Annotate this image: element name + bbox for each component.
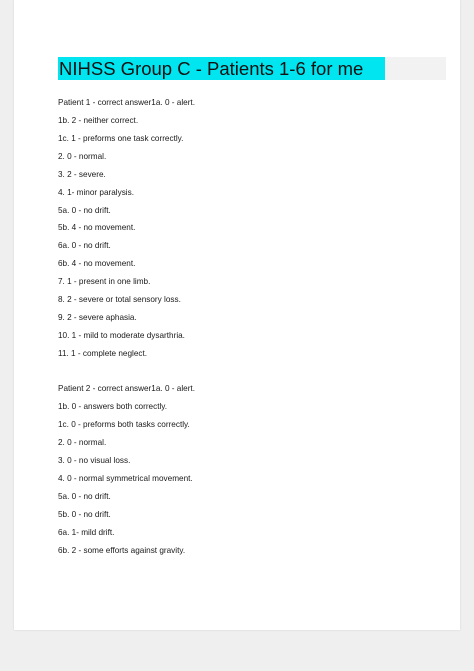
list-item: 2. 0 - normal. (58, 438, 107, 447)
list-item: 6b. 4 - no movement. (58, 259, 136, 268)
list-item: 5b. 0 - no drift. (58, 510, 111, 519)
list-item: 4. 0 - normal symmetrical movement. (58, 474, 193, 483)
list-item: 1c. 1 - preforms one task correctly. (58, 134, 184, 143)
list-item: 6a. 0 - no drift. (58, 241, 111, 250)
list-item: 11. 1 - complete neglect. (58, 349, 148, 358)
list-item: 6a. 1- mild drift. (58, 528, 115, 537)
document-page (14, 0, 460, 630)
list-item: 5a. 0 - no drift. (58, 206, 111, 215)
list-item: 7. 1 - present in one limb. (58, 277, 151, 286)
list-item: 2. 0 - normal. (58, 152, 107, 161)
list-item: 4. 1- minor paralysis. (58, 188, 134, 197)
list-item: 9. 2 - severe aphasia. (58, 313, 137, 322)
title-bar (58, 57, 446, 80)
list-item: 1c. 0 - preforms both tasks correctly. (58, 420, 190, 429)
list-item: 3. 0 - no visual loss. (58, 456, 131, 465)
list-item: 3. 2 - severe. (58, 170, 106, 179)
list-item: 10. 1 - mild to moderate dysarthria. (58, 331, 185, 340)
list-item: 5b. 4 - no movement. (58, 223, 136, 232)
list-item: 8. 2 - severe or total sensory loss. (58, 295, 181, 304)
document-title: NIHSS Group C - Patients 1-6 for me (58, 57, 385, 80)
list-item: Patient 2 - correct answer1a. 0 - alert. (58, 384, 195, 393)
list-item: 1b. 2 - neither correct. (58, 116, 139, 125)
list-item: 1b. 0 - answers both correctly. (58, 402, 168, 411)
list-item: 6b. 2 - some efforts against gravity. (58, 546, 186, 555)
list-item: Patient 1 - correct answer1a. 0 - alert. (58, 98, 195, 107)
list-item: 5a. 0 - no drift. (58, 492, 111, 501)
